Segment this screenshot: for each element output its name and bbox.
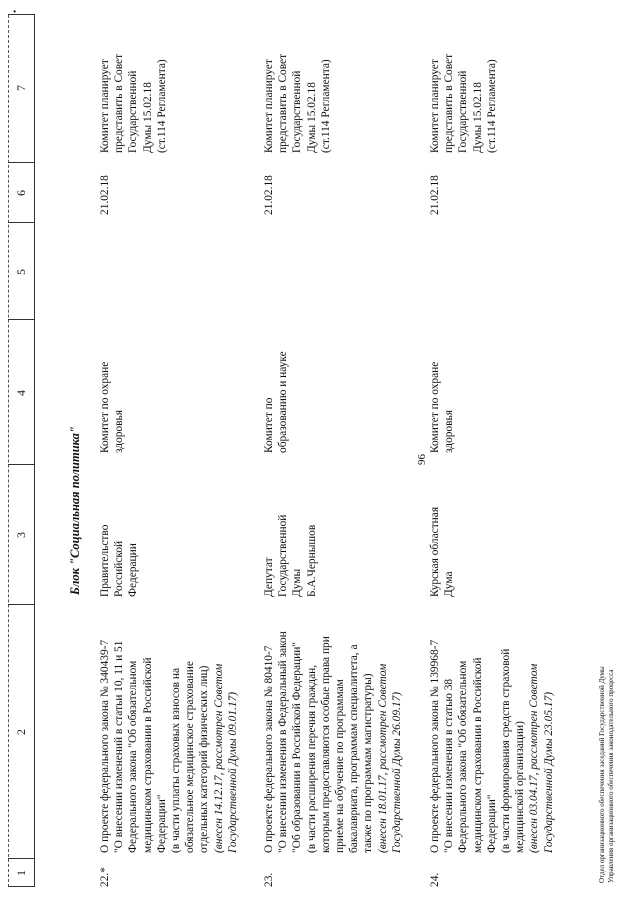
committee (428, 273, 456, 453)
footer-line: Отдел организационного обеспечения заседаний Государственной Думы (598, 666, 606, 883)
bill-title-line: О проекте федерального закона № 139968-7 (429, 639, 441, 853)
plan-line: представить в Совет (277, 53, 290, 153)
column-header-1: 1 (14, 870, 28, 876)
bill-note-line: которым предоставляются особые права при (319, 636, 332, 853)
initiator-line: Российской (113, 540, 126, 597)
plan-note (262, 15, 333, 153)
bill-title-line: "О внесении изменений в статьи 10, 11 и 51 (113, 640, 126, 853)
initiator (262, 487, 319, 597)
bill-title-line: медицинском страховании в Российской (471, 657, 484, 853)
plan-line: Думы 15.02.18 (305, 82, 318, 153)
initiator-line: Федерации (127, 543, 140, 597)
bill-description (428, 621, 556, 853)
date: 21.02.18 (99, 175, 111, 215)
plan-line: Комитет планирует (429, 59, 441, 153)
bill-intro-line: Государственной Думы 09.01.17) (226, 691, 239, 853)
initiator-line: Думы (291, 568, 304, 597)
committee-line: здоровья (443, 410, 456, 453)
plan-line: Думы 15.02.18 (471, 82, 484, 153)
bill-title-line: "О внесении изменения в Федеральный закон (277, 631, 290, 853)
column-header-2: 2 (14, 729, 28, 735)
committee-line: Комитет по охране (99, 361, 111, 453)
initiator-line: Депутат (263, 557, 275, 597)
committee-line: Комитет по (263, 397, 275, 453)
bill-title-line: Федерального закона "Об обязательном (127, 660, 140, 853)
plan-line: представить в Совет (113, 53, 126, 153)
plan-line: Государственной (291, 70, 304, 153)
plan-line: представить в Совет (443, 53, 456, 153)
plan-line: Думы 15.02.18 (141, 82, 154, 153)
bill-title-line: Федерации" (155, 794, 168, 853)
plan-line: Комитет планирует (99, 59, 111, 153)
initiator (98, 487, 141, 597)
block-title: Блок "Социальная политика" (68, 426, 82, 595)
header-top-line (8, 15, 9, 887)
column-header-3: 3 (14, 532, 28, 538)
committee-line: здоровья (113, 410, 126, 453)
committee-line: образованию и науке (277, 351, 290, 453)
bill-intro-line: (внесен 18.01.17, рассмотрен Советом (376, 663, 389, 853)
plan-line: (ст.114 Регламента) (319, 59, 332, 153)
row-number: 22.* (99, 867, 111, 887)
plan-note (98, 15, 169, 153)
plan-note (428, 15, 499, 153)
bill-intro-line: (внесен 14.12.17, рассмотрен Советом (212, 663, 225, 853)
bill-note-line: (в части уплаты страховых взносов на (170, 667, 183, 853)
column-header-4: 4 (14, 390, 28, 396)
bill-note-line: обязательное медицинское страхование (184, 661, 197, 853)
plan-line: Комитет планирует (263, 59, 275, 153)
bill-note-line: приеме на обучение по программам (334, 679, 347, 853)
header-tick (8, 162, 35, 163)
bill-title-line: Федерального закона "Об обязательном (457, 660, 470, 853)
row-number: 23. (263, 872, 275, 887)
initiator (428, 487, 456, 597)
bill-intro-line: Государственной Думы 26.09.17) (390, 691, 403, 853)
initiator-line: Курская областная (429, 506, 441, 597)
bill-title-line: "О внесении изменения в статью 38 (443, 678, 456, 853)
date: 21.02.18 (263, 175, 275, 215)
plan-line: (ст.114 Регламента) (485, 59, 498, 153)
column-header-6: 6 (14, 190, 28, 196)
header-tick (8, 222, 35, 223)
committee (98, 273, 126, 453)
initiator-line: Государственной (277, 514, 290, 597)
column-header-5: 5 (14, 269, 28, 275)
header-tick (8, 319, 35, 320)
committee (262, 273, 290, 453)
row-number: 24. (429, 872, 441, 887)
bill-title-line: Федерации" (485, 794, 498, 853)
plan-line: Государственной (127, 70, 140, 153)
header-tick (8, 604, 35, 605)
header-bottom-line (34, 15, 35, 887)
bill-description (98, 621, 240, 853)
bill-note-line: также по программам магистратуры) (362, 673, 375, 853)
bill-title-line: О проекте федерального закона № 340439-7 (99, 639, 111, 853)
initiator-line: Б.А.Чернышов (305, 524, 318, 597)
bill-title-line: О проекте федерального закона № 80410-7 (263, 645, 275, 853)
corner-mark: • (10, 9, 20, 13)
date: 21.02.18 (429, 175, 441, 215)
bill-title-line: "Об образовании в Российской Федерации" (291, 642, 304, 853)
plan-line: Государственной (457, 70, 470, 153)
bill-note-line: отдельных категорий физических лиц) (198, 665, 211, 853)
bill-intro-line: (внесен 03.04.17, рассмотрен Советом (528, 663, 541, 853)
committee-line: Комитет по охране (429, 361, 441, 453)
footer-line: Управления организационного обеспечения законодательного процесса (606, 669, 615, 883)
header-tick (8, 14, 35, 15)
bill-title-line: медицинском страховании в Российской (141, 657, 154, 853)
header-tick (8, 464, 35, 465)
plan-line: (ст.114 Регламента) (155, 59, 168, 153)
initiator-line: Дума (443, 571, 456, 597)
column-header-7: 7 (14, 85, 28, 91)
page-number: 96 (416, 454, 428, 465)
bill-note-line: (в части расширения перечня граждан, (305, 664, 318, 853)
bill-note-line: бакалавриата, программам специалитета, а (348, 644, 361, 853)
bill-intro-line: Государственной Думы 23.05.17) (542, 691, 555, 853)
initiator-line: Правительство (99, 524, 111, 597)
footer (598, 666, 615, 883)
bill-note-line: (в части формирования средств страховой (500, 648, 513, 853)
bill-description (262, 621, 404, 853)
bill-note-line: медицинской организации) (514, 721, 527, 853)
